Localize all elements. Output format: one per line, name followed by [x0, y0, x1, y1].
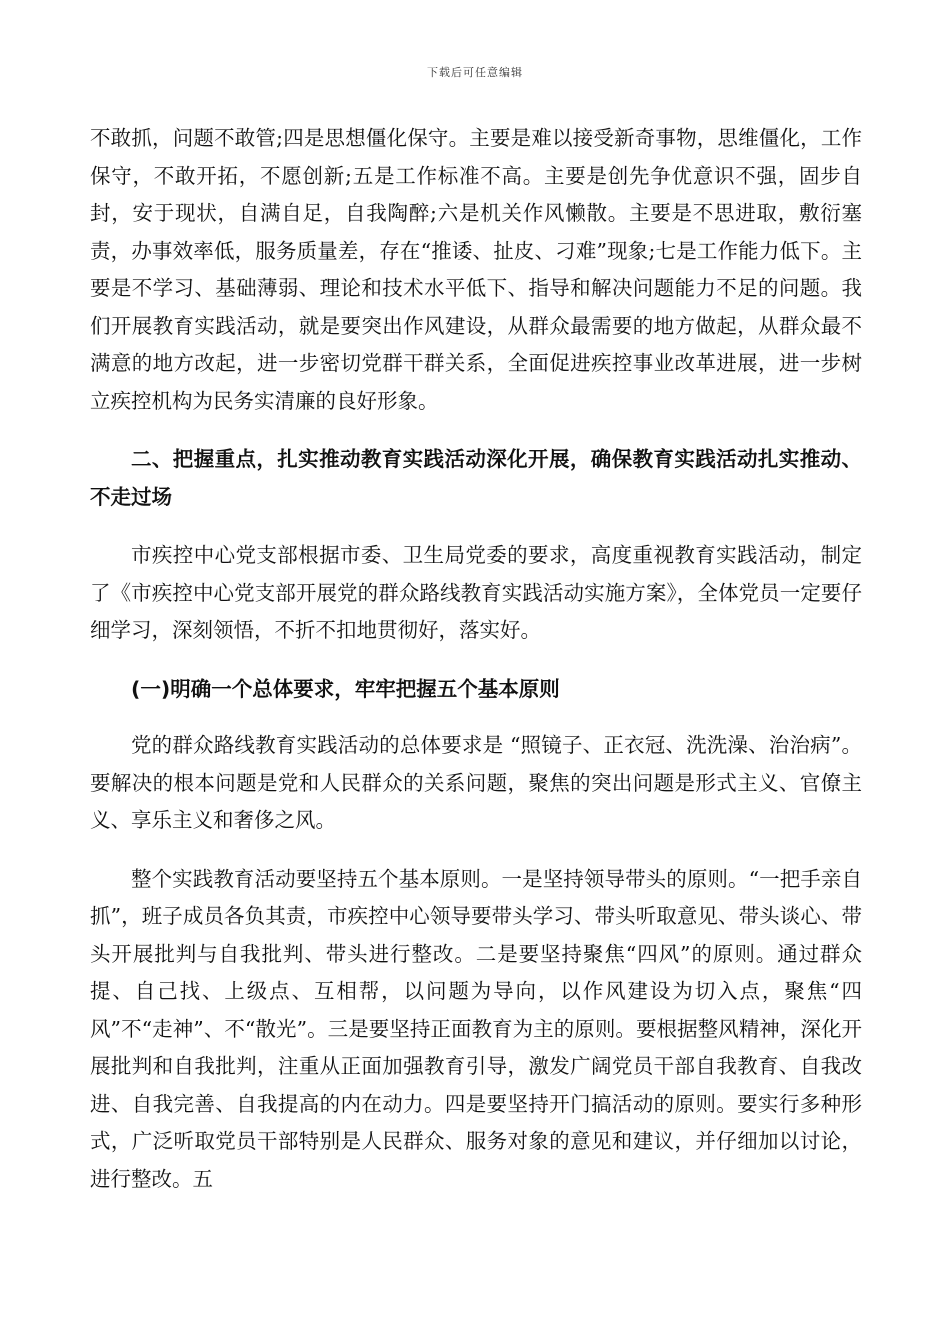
document-body [90, 120, 862, 1219]
page-header: 下载后可任意编辑 [427, 66, 523, 79]
paragraph-principles: 整个实践教育活动要坚持五个基本原则。一是坚持领导带头的原则。“一把手亲自抓”，班子成员各负其责，市疾控中心领导要带头学习、带头听取意见、带头谈心、带头开展批判与自我批判、带头进行整改。二是要坚持聚焦“四风”的原则。通过群众提、自己找、上级点、互相帮，以问题为导向，以作风建设为切入点，聚焦“四风”不“走神”、不“散光”。三是要坚持正面教育为主的原则。要根据整风精神，深化开展批判和自我批判，注重从正面加强教育引导，激发广阔党员干部自我教育、自我改进、自我完善、自我提高的内在动力。四是要坚持开门搞活动的原则。要实行多种形式，广泛听取党员干部特别是人民群众、服务对象的意见和建议，并仔细加以讨论，进行整改。五 [90, 866, 862, 1191]
paragraph-continuation: 不敢抓，问题不敢管;四是思想僵化保守。主要是难以接受新奇事物，思维僵化，工作保守，不敢开拓，不愿创新;五是工作标准不高。主要是创先争优意识不强，固步自封，安于现状，自满自足，自我陶醉;六是机关作风懒散。主要是不思进取，敷衍塞责，办事效率低，服务质量差，存在“推诿、扯皮、刁难”现象;七是工作能力低下。主要是不学习、基础薄弱、理论和技术水平低下、指导和解决问题能力不足的问题。我们开展教育实践活动，就是要突出作风建设，从群众最需要的地方做起，从群众最不满意的地方改起，进一步密切党群干群关系，全面促进疾控事业改革进展，进一步树立疾控机构为民务实清廉的良好形象。 [90, 126, 862, 413]
subsection-heading: (一)明确一个总体要求，牢牢把握五个基本原则 [131, 676, 560, 701]
paragraph-requirement: 党的群众路线教育实践活动的总体要求是 “照镜子、正衣冠、洗洗澡、治治病”。要解决的根本问题是党和人民群众的关系问题，聚焦的突出问题是形式主义、官僚主义、享乐主义和奢侈之风。 [90, 733, 862, 832]
paragraph-plan: 市疾控中心党支部根据市委、卫生局党委的要求，高度重视教育实践活动，制定了《市疾控中心党支部开展党的群众路线教育实践活动实施方案》，全体党员一定要仔细学习，深刻领悟，不折不扣地贯彻好，落实好。 [90, 543, 862, 642]
section-heading: 二、把握重点，扎实推动教育实践活动深化开展，确保教育实践活动扎实推动、不走过场 [90, 447, 862, 509]
